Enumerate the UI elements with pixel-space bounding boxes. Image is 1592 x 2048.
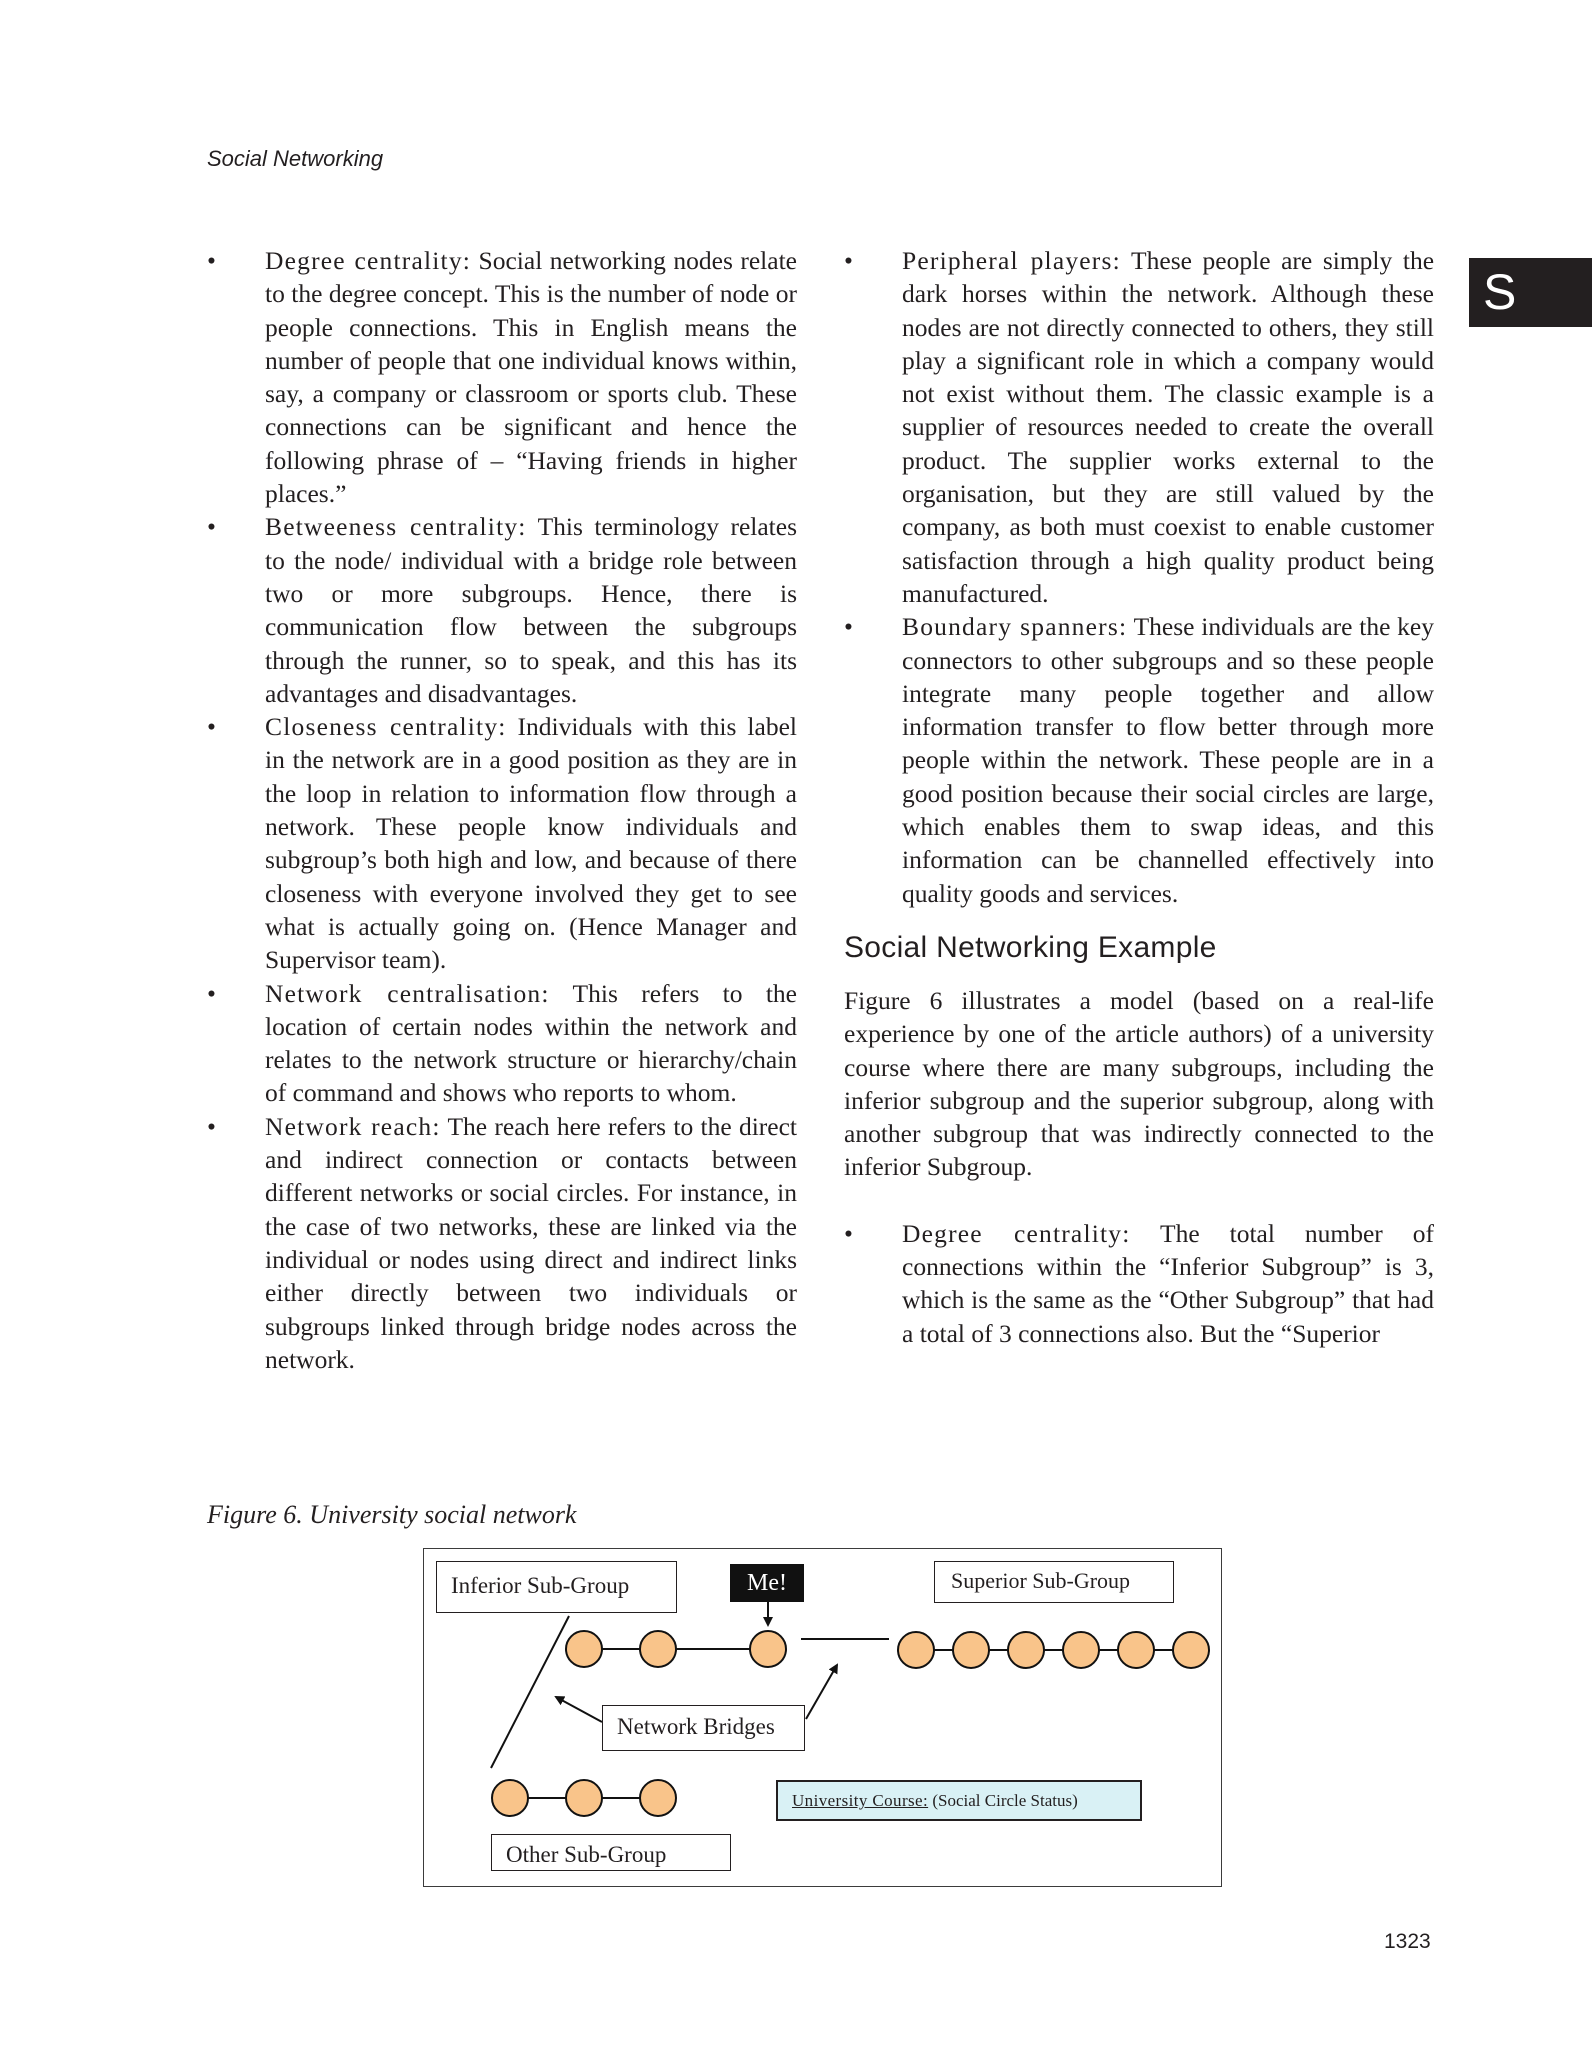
left-column [207,244,797,1376]
term: Degree centrality: [902,1218,1131,1248]
term: Betweeness centrality: [265,512,527,542]
legend-box [776,1780,1142,1821]
definition: These people are simply the dark horses within the network. Although these nodes are not directly connected to others, they still play a significant role in which a company would not exist without them. The classic example is a supplier of resources needed to create the overall product. The supplier works external to the organisation, but they are still valued by the company, as both must coexist to enable customer satisfaction through a high quality product being manufactured. [902,246,1435,608]
term: Network centralisation: [265,978,550,1008]
definition: This terminology relates to the node/ individual with a bridge role between two or more subgroups. Hence, there is communication flow between the subgroups through the runner, so to speak, and this has its advantages and disadvantages. [265,512,797,708]
figure-caption: Figure 6. University social network [207,1500,577,1529]
example-list [844,1217,1434,1350]
list-item [207,1110,797,1376]
definition: The total number of connections within the “Inferior Subgroup” is 3, which is the same as the “Other Subgroup” that had a total of 3 connections also. But the “Superior [902,1218,1434,1348]
inferior-nodes [566,1631,786,1667]
definition: Individuals with this label in the network are in a good position as they are in the loop in relation to information flow through a network. These people know individuals and subgroup’s both high and low, and because of there closeness with everyone involved they get to see what is actually going on. (Hence Manager and Supervisor team). [265,712,797,975]
list-item [207,710,797,976]
list-item [844,1217,1434,1350]
me-label: Me! [730,1564,804,1602]
right-column [844,244,1434,1350]
term: Network reach: [265,1111,441,1141]
bullet-icon: • [844,246,853,275]
legend-text: (Social Circle Status) [928,1791,1078,1810]
definitions-list-continued [844,244,1434,910]
bullet-icon: • [207,512,216,542]
term: Degree centrality: [265,246,472,275]
bullet-icon: • [844,1218,853,1248]
definition: The reach here refers to the direct and indirect connection or contacts between different networks or social circles. For instance, in the case of two networks, these are linked via the individual or nodes using direct and indirect links either directly between two individuals or subgroups linked through bridge nodes across the network. [265,1111,798,1374]
running-head: Social Networking [207,146,384,171]
page-number: 1323 [1384,1930,1431,1953]
section-tab-letter: S [1483,264,1517,320]
definitions-list [207,244,797,1376]
example-paragraph: Figure 6 illustrates a model (based on a real-life experience by one of the article authors) of a university course where there are many subgroups, including the inferior subgroup and the superior subgroup, along with another subgroup that was indirectly connected to the inferior Subgroup. [844,985,1434,1182]
legend-title: University Course: [792,1791,929,1810]
section-tab [1469,258,1592,327]
definition: These individuals are the key connectors to other subgroups and so these people integrate many people together and allow information transfer to flow better through more people within the network. These people are in a good position because their social circles are large, which enables them to swap ideas, and this information can be channelled effectively into quality goods and services. [902,612,1435,908]
network-diagram [423,1548,1222,1887]
term: Boundary spanners: [902,612,1128,642]
bullet-icon: • [207,1111,216,1141]
list-item [844,244,1434,610]
network-bridges-label: Network Bridges [602,1705,805,1751]
other-subgroup-label: Other Sub-Group [491,1834,731,1871]
section-heading: Social Networking Example [844,930,1217,964]
other-nodes [492,1780,676,1816]
term: Peripheral players: [902,246,1121,275]
list-item [844,610,1434,910]
list-item [207,977,797,1110]
superior-subgroup-label: Superior Sub-Group [934,1561,1174,1603]
term: Closeness centrality: [265,712,507,742]
bullet-icon: • [844,612,853,642]
definition: This refers to the location of certain nodes within the network and relates to the network structure or hierarchy/chain of command and shows who reports to whom. [265,978,797,1108]
definition: Social networking nodes relate to the degree concept. This is the number of node or people connections. This in English means the number of people that one individual knows within, say, a company or classroom or sports club. These connections can be significant and hence the following phrase of – “Having friends in higher places.” [265,246,797,509]
bullet-icon: • [207,978,216,1008]
inferior-subgroup-label: Inferior Sub-Group [436,1561,677,1613]
bullet-icon: • [207,246,216,275]
list-item [207,510,797,710]
list-item [207,244,797,510]
bullet-icon: • [207,712,216,742]
